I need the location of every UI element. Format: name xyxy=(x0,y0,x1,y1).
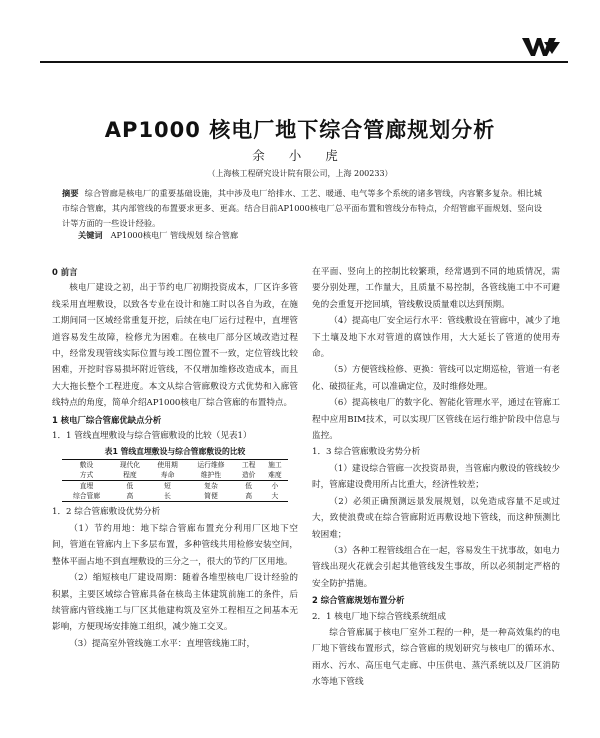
subsection-heading: 1．1 管线直埋敷设与综合管廊敷设的比较（见表1） xyxy=(52,431,252,442)
paragraph: （1）节约用地：地下综合管廊布置充分利用厂区地下空间，管道在管廊内上下多层布置，多种管线共用检修安装空间，整体平面占地不到直埋敷设的三分之一，很大的节约厂区用地。 xyxy=(52,523,298,567)
table-cell: 高 xyxy=(236,491,262,502)
wv-logo-icon xyxy=(522,36,560,58)
table-row xyxy=(62,481,288,492)
table-cell: 大 xyxy=(262,491,288,502)
table-row xyxy=(62,491,288,502)
keywords xyxy=(78,230,542,241)
table-header-cell: 工程 xyxy=(236,460,262,471)
comparison-table xyxy=(62,459,288,502)
paragraph: （2）缩短核电厂建设周期：随着各堆型核电厂设计经验的积累，主要区域综合管廊具备在核岛主体建筑前施工的条件，后续管廊内管线施工与厂区其他建构筑及室外工程相互之间基本无影响，方便现场安排施工组织，减少施工交叉。 xyxy=(52,573,298,633)
table-header-cell: 敷设 xyxy=(62,460,111,471)
table-cell: 高 xyxy=(111,491,149,502)
paragraph: （4）提高电厂安全运行水平：管线敷设在管廊中，减少了地下土壤及地下水对管道的腐蚀作用，大大延长了管道的使用寿命。 xyxy=(312,316,560,360)
table-header-cell: 程度 xyxy=(111,470,149,481)
paragraph: （1）建设综合管廊一次投资昂贵，当管廊内敷设的管线较少时，管廊建设费用所占比重大，经济性较差； xyxy=(312,463,560,491)
table-header-cell: 造价 xyxy=(236,470,262,481)
table-header-cell: 使用期 xyxy=(149,460,187,471)
abstract-text: 综合管廊是核电厂的重要基础设施，其中涉及电厂给排水、工艺、暖通、电气等多个系统的诸多管线，内容繁多复杂。相比城市综合管廊，其内部管线的布置要求更多、更高。结合目前AP1000核电厂总平面布置和管线分布特点，介绍管廊平面规划、竖向设计等方面的一些设计经验。 xyxy=(62,188,542,228)
table-cell: 低 xyxy=(245,482,252,491)
table-header-cell: 施工 xyxy=(262,460,288,471)
paper-title: AP1000 核电厂地下综合管廊规划分析 xyxy=(104,118,496,142)
table-cell: 小 xyxy=(271,482,279,491)
paragraph: 综合管廊属于核电厂室外工程的一种，是一种高效集约的电厂地下管线布置形式，综合管廊的规划研究与核电厂的循环水、雨水、污水、高压电气走廊、中压供电、蒸汽系统以及厂区消防水等地下管线 xyxy=(312,627,560,688)
keywords-label: 关键词 xyxy=(78,230,103,240)
table-header-row xyxy=(62,460,288,471)
abstract xyxy=(62,186,542,231)
table-header-cell: 维护性 xyxy=(186,470,235,481)
table-cell: 简便 xyxy=(186,491,235,502)
section-heading: 1 核电厂综合管廊优缺点分析 xyxy=(52,414,162,425)
abstract-label: 摘要 xyxy=(62,188,79,198)
table-header-cell: 寿命 xyxy=(149,470,187,481)
paragraph: 在平面、竖向上的控制比较繁琐，经常遇到不同的地质情况，需要分别处理，工作量大，且质量不易控制，各管线施工中不可避免的会重复开挖回填，管线敷设质量难以达到预期。 xyxy=(312,267,560,310)
table-cell: 长 xyxy=(149,491,187,502)
subsection-heading: 1．2 综合管廊敷设优势分析 xyxy=(52,507,161,518)
table-cell: 低 xyxy=(126,482,134,491)
header-rule xyxy=(40,61,568,63)
table-cell: 直埋 xyxy=(79,482,94,491)
table-cell: 短 xyxy=(164,482,171,491)
paragraph: 核电厂建设之初，出于节约电厂初期投资成本，厂区许多管线采用直埋敷设，以致各专业在设计和施工时以各自为政，在施工期间同一区域经常重复开挖，后续在电厂运行过程中，直埋管道容易发生故障，检修尤为困难。在核电厂部分区域改造过程中，经常发现管线实际位置与竣工图位置不一致，定位管线比较困难，开挖时容易损坏附近管线，不仅增加维修改造成本，而且大大拖长整个工程进度。本文从综合管廊敷设方式优势和入廊管线特点的角度，简单介绍AP1000核电厂综合管廊的布置特点。 xyxy=(52,283,298,409)
left-column xyxy=(52,264,298,652)
table-cell: 复杂 xyxy=(204,482,218,491)
table-header-row xyxy=(62,470,288,481)
paragraph: （5）方便管线检修、更换：管线可以定期巡检，管道一有老化、破损征兆，可以准确定位，及时维修处理。 xyxy=(312,365,560,392)
subsection-heading: 2．1 核电厂地下综合管线系统组成 xyxy=(312,611,446,622)
table-cell: 综合管廊 xyxy=(62,491,111,502)
table-header-cell: 现代化 xyxy=(111,460,149,471)
affiliation: （上海核工程研究设计院有限公司，上海 200233） xyxy=(207,169,393,178)
section-heading: 0 前言 xyxy=(52,267,78,277)
paragraph: （2）必须正确预测远景发展规划，以免造成容量不足或过大，致使浪费或在综合管廊附近再敷设地下管线，而这种预测比较困难； xyxy=(312,496,560,540)
table-header-cell: 运行维修 xyxy=(186,460,235,471)
table-header-cell: 难度 xyxy=(262,470,288,481)
keywords-text: AP1000核电厂 管线规划 综合管廊 xyxy=(110,230,239,240)
paragraph: （3）各种工程管线组合在一起，容易发生干扰事故，如电力管线出现火花就会引起其他管线发生事故，所以必须制定严格的安全防护措施。 xyxy=(312,545,560,589)
paragraph: （6）提高核电厂的数字化、智能化管理水平，通过在管廊工程中应用BIM技术，可以实现厂区管线在运行维护阶段中信息与监控。 xyxy=(312,398,560,442)
paragraph: （3）提高室外管线施工水平：直埋管线施工时， xyxy=(69,638,256,649)
table-caption: 表1 管线直埋敷设与综合管廊敷设的比较 xyxy=(104,447,246,457)
section-heading: 2 综合管廊规划布置分析 xyxy=(312,595,405,606)
right-column xyxy=(312,264,560,691)
subsection-heading: 1．3 综合管廊敷设劣势分析 xyxy=(312,447,421,458)
table-header-cell: 方式 xyxy=(62,470,111,481)
author-name: 余 小 虎 xyxy=(252,148,348,163)
